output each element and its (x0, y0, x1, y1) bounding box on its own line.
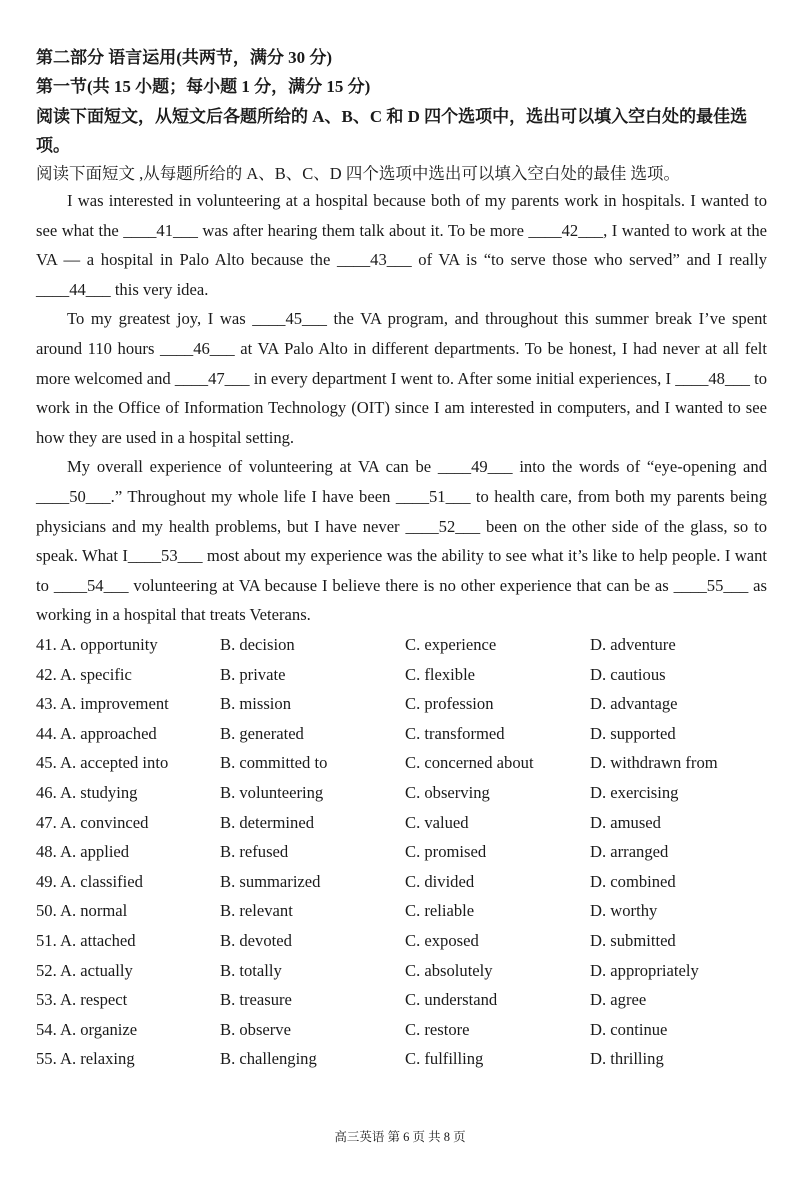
option-c: C. concerned about (405, 753, 534, 773)
cloze-passage (36, 186, 767, 630)
option-a: 50. A. normal (36, 901, 128, 921)
option-d: D. continue (590, 1019, 668, 1039)
question-row (36, 748, 776, 778)
option-d: D. arranged (590, 842, 669, 862)
option-b: B. mission (220, 694, 292, 714)
option-d: D. exercising (590, 782, 679, 802)
option-b: B. generated (220, 723, 304, 743)
option-c: C. divided (405, 871, 475, 891)
option-d: D. supported (590, 723, 676, 743)
option-d: D. appropriately (590, 960, 699, 980)
question-row (36, 719, 776, 749)
option-a: 47. A. convinced (36, 812, 149, 832)
question-row (36, 896, 776, 926)
option-c: C. reliable (405, 901, 475, 921)
option-a: 52. A. actually (36, 960, 133, 980)
question-row (36, 867, 776, 897)
option-b: B. volunteering (220, 782, 324, 802)
option-a: 48. A. applied (36, 842, 130, 862)
option-a: 45. A. accepted into (36, 753, 169, 773)
option-b: B. decision (220, 635, 295, 654)
question-row (36, 1044, 776, 1074)
option-c: C. promised (405, 842, 487, 862)
question-row (36, 689, 776, 719)
option-c: C. flexible (405, 664, 476, 684)
option-b: B. committed to (220, 753, 328, 773)
option-d: D. thrilling (590, 1049, 664, 1069)
option-a: 55. A. relaxing (36, 1049, 135, 1069)
option-a: 51. A. attached (36, 930, 136, 950)
question-row (36, 778, 776, 808)
option-d: D. withdrawn from (590, 753, 718, 773)
option-d: D. combined (590, 871, 676, 891)
option-b: B. treasure (220, 990, 292, 1010)
option-d: D. amused (590, 812, 661, 832)
option-d: D. adventure (590, 635, 676, 654)
question-row (36, 837, 776, 867)
option-c: C. absolutely (405, 960, 493, 980)
option-a: 54. A. organize (36, 1019, 138, 1039)
option-b: B. private (220, 664, 286, 684)
option-a: 53. A. respect (36, 990, 128, 1010)
question-row (36, 926, 776, 956)
option-c: C. experience (405, 635, 497, 654)
option-b: B. challenging (220, 1049, 317, 1069)
instruction: 阅读下面短文，从短文后各题所给的 A、B、C 和 D 四个选项中，选出可以填入空白处的最佳选项。 (36, 107, 748, 155)
question-row (36, 985, 776, 1015)
options-list (36, 630, 776, 1074)
option-c: C. transformed (405, 723, 505, 743)
option-a: 49. A. classified (36, 871, 143, 891)
option-c: C. exposed (405, 930, 479, 950)
option-c: C. profession (405, 694, 494, 714)
paragraph: I was interested in volunteering at a hospital because both of my parents work in hospitals. I wanted to see what the ____41___ was after hearing them talk about it. To be more ____42___, I wanted to work at the VA — a hospital in Palo Alto because the ____43___ of VA is “to serve those who served” and I really ____44___ this very idea. (36, 191, 767, 299)
question-row (36, 1015, 776, 1045)
option-d: D. agree (590, 990, 647, 1010)
option-c: C. observing (405, 782, 490, 802)
option-d: D. submitted (590, 930, 676, 950)
option-c: C. valued (405, 812, 469, 832)
part-heading: 第二部分 语言运用(共两节，满分 30 分) (36, 48, 333, 67)
option-d: D. cautious (590, 664, 666, 684)
question-row (36, 808, 776, 838)
option-b: B. refused (220, 842, 289, 862)
section-heading: 第一节(共 15 小题；每小题 1 分，满分 15 分) (36, 77, 371, 96)
question-row (36, 630, 776, 660)
option-b: B. observe (220, 1019, 291, 1039)
question-row (36, 956, 776, 986)
option-b: B. devoted (220, 930, 292, 950)
option-b: B. determined (220, 812, 315, 832)
option-a: 42. A. specific (36, 664, 132, 684)
paragraph: My overall experience of volunteering at VA can be ____49___ into the words of “eye-opening and ____50___.” Throughout my whole life I have been ____51___ to health care, from both my parents being physicians and my health problems, but I have never ____52___ been on the other side of the glass, so to speak. What I____53___ most about my experience was the ability to see what it’s like to help people. I want to ____54___ volunteering at VA because I believe there is no other experience that can be as ____55___ as working in a hospital that treats Veterans. (36, 457, 767, 625)
option-d: D. worthy (590, 901, 658, 921)
option-c: C. fulfilling (405, 1049, 484, 1069)
option-c: C. understand (405, 990, 498, 1010)
option-b: B. relevant (220, 901, 293, 921)
option-a: 44. A. approached (36, 723, 157, 743)
page-footer: 高三英语 第 6 页 共 8 页 (334, 1130, 466, 1144)
option-a: 41. A. opportunity (36, 635, 158, 654)
option-d: D. advantage (590, 694, 678, 714)
option-a: 46. A. studying (36, 782, 138, 802)
option-c: C. restore (405, 1019, 470, 1039)
paragraph: To my greatest joy, I was ____45___ the VA program, and throughout this summer break I’ve spent around 110 hours ____46___ at VA Palo Alto in different departments. To be honest, I had never at all felt more welcomed and ____47___ in every department I went to. After some initial experiences, I ____48___ to work in the Office of Information Technology (OIT) since I am interested in computers, and I wanted to see how they are used in a hospital setting. (36, 309, 767, 447)
option-b: B. totally (220, 960, 282, 980)
question-row (36, 660, 776, 690)
option-a: 43. A. improvement (36, 694, 169, 714)
instruction-secondary: 阅读下面短文 ,从每题所给的 A、B、C、D 四个选项中选出可以填入空白处的最佳 选项。 (36, 164, 680, 183)
option-b: B. summarized (220, 871, 321, 891)
